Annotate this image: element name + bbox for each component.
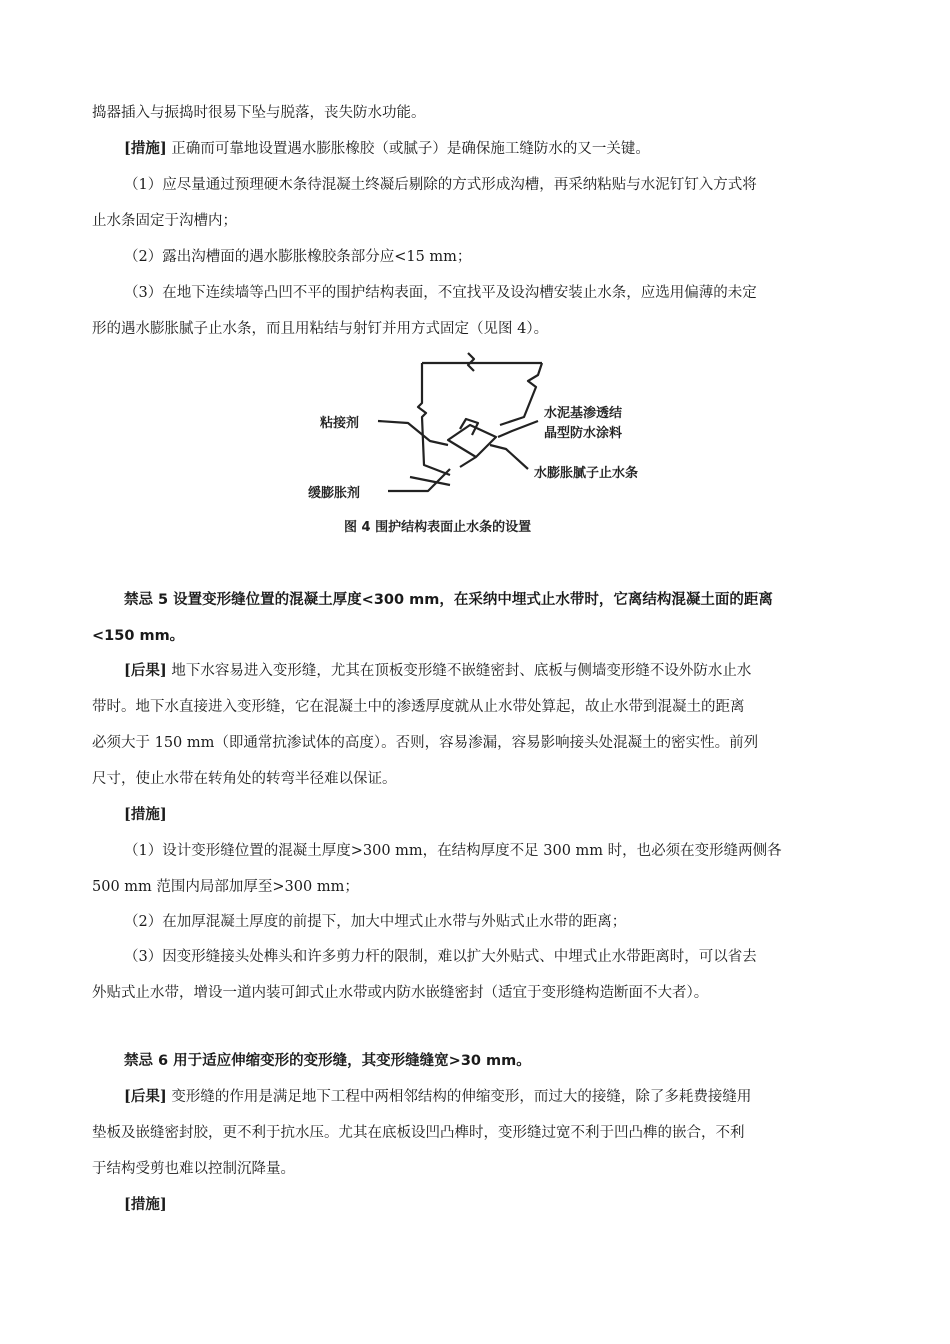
- paragraph-line: （3）在地下连续墙等凸凹不平的围护结构表面，不宜找平及设沟槽安装止水条，应选用偏薄的未定: [124, 285, 757, 301]
- label-coating-2: 晶型防水涂料: [544, 426, 623, 441]
- consequence-paragraph: [124, 1087, 894, 1107]
- right-wall-line: [500, 363, 542, 425]
- section-heading: 禁忌 5 设置变形缝位置的混凝土厚度<300 mm，在采纳中埋式止水带时，它离结构混凝土面的距离: [124, 592, 773, 608]
- figure-4: [300, 345, 660, 545]
- paragraph-line: （1）设计变形缝位置的混凝土厚度>300 mm，在结构厚度不足 300 mm 时，也必须在变形缝两侧各: [124, 843, 782, 859]
- waterstop-strip: [448, 425, 496, 457]
- putty-leader: [490, 445, 528, 469]
- paragraph-line: （1）应尽量通过预理硬木条待混凝土终凝后剔除的方式形成沟槽，再采纳粘贴与水泥钉钉入方式将: [124, 177, 757, 193]
- paragraph-line: 捣器插入与振捣时很易下坠与脱落，丧失防水功能。: [92, 105, 426, 121]
- consequence-paragraph: [124, 661, 894, 681]
- consequence-tag: [后果]: [124, 662, 167, 679]
- paragraph-text: 变形缝的作用是满足地下工程中两相邻结构的伸缩变形，而过大的接缝，除了多耗费接缝用: [171, 1089, 752, 1105]
- waterstop-diagram: [300, 345, 660, 545]
- measures-tag: [措施]: [124, 1196, 167, 1213]
- paragraph-line: 于结构受剪也难以控制沉降量。: [92, 1161, 295, 1177]
- paragraph-line: 外贴式止水带，增设一道内装可卸式止水带或内防水嵌缝密封（适宜于变形缝构造断面不大者）。: [92, 985, 709, 1001]
- measures-paragraph: [124, 1195, 894, 1215]
- measures-paragraph: [124, 805, 894, 825]
- label-adhesive: 粘接剂: [320, 416, 360, 431]
- measures-tag: [措施]: [124, 140, 167, 157]
- paragraph-line: （2）在加厚混凝土厚度的前提下，加大中埋式止水带与外贴式止水带的距离；: [124, 914, 627, 930]
- paragraph-line: （2）露出沟槽面的遇水膨胀橡胶条部分应<15 mm；: [124, 249, 472, 265]
- label-coating-1: 水泥基渗透结: [544, 406, 623, 421]
- figure-caption: 图 4 围护结构表面止水条的设置: [344, 520, 532, 535]
- paragraph-line: 带时。地下水直接进入变形缝，它在混凝土中的渗透厚度就从止水带处算起，故止水带到混凝土的距离: [92, 699, 745, 715]
- label-expansion-agent: 缓膨胀剂: [308, 486, 361, 501]
- paragraph-line: 尺寸，使止水带在转角处的转弯半径难以保证。: [92, 771, 397, 787]
- section-heading: 禁忌 6 用于适应伸缩变形的变形缝，其变形缝缝宽>30 mm。: [124, 1053, 531, 1069]
- bottom-line: [410, 477, 450, 485]
- paragraph-text: 正确而可靠地设置遇水膨胀橡胶（或腻子）是确保施工缝防水的又一关键。: [171, 141, 650, 157]
- paragraph-line: 必须大于 150 mm（即通常抗渗试体的高度）。否则，容易渗漏，容易影响接头处混凝土的密实性。前列: [92, 735, 759, 751]
- measures-paragraph: [124, 139, 894, 159]
- paragraph-line: （3）因变形缝接头处榫头和许多剪力杆的限制，难以扩大外贴式、中埋式止水带距离时，可以省去: [124, 949, 757, 965]
- adhesive-leader: [378, 421, 448, 445]
- paragraph-line: 形的遇水膨胀腻子止水条，而且用粘结与射钉并用方式固定（见图 4）。: [92, 321, 549, 337]
- measures-tag: [措施]: [124, 806, 167, 823]
- consequence-tag: [后果]: [124, 1088, 167, 1105]
- paragraph-line: 500 mm 范围内局部加厚至>300 mm；: [92, 879, 359, 895]
- left-wall-line: [418, 363, 450, 475]
- label-putty-strip: 水膨胀腻子止水条: [534, 466, 639, 481]
- paragraph-line: 垫板及嵌缝密封胶，更不利于抗水压。尤其在底板设凹凸榫时，变形缝过宽不利于凹凸榫的嵌合，不利: [92, 1125, 745, 1141]
- paragraph-line: 止水条固定于沟槽内；: [92, 213, 237, 229]
- section-heading-cont: <150 mm。: [92, 628, 185, 644]
- paragraph-text: 地下水容易进入变形缝，尤其在顶板变形缝不嵌缝密封、底板与侧墙变形缝不设外防水止水: [171, 663, 752, 679]
